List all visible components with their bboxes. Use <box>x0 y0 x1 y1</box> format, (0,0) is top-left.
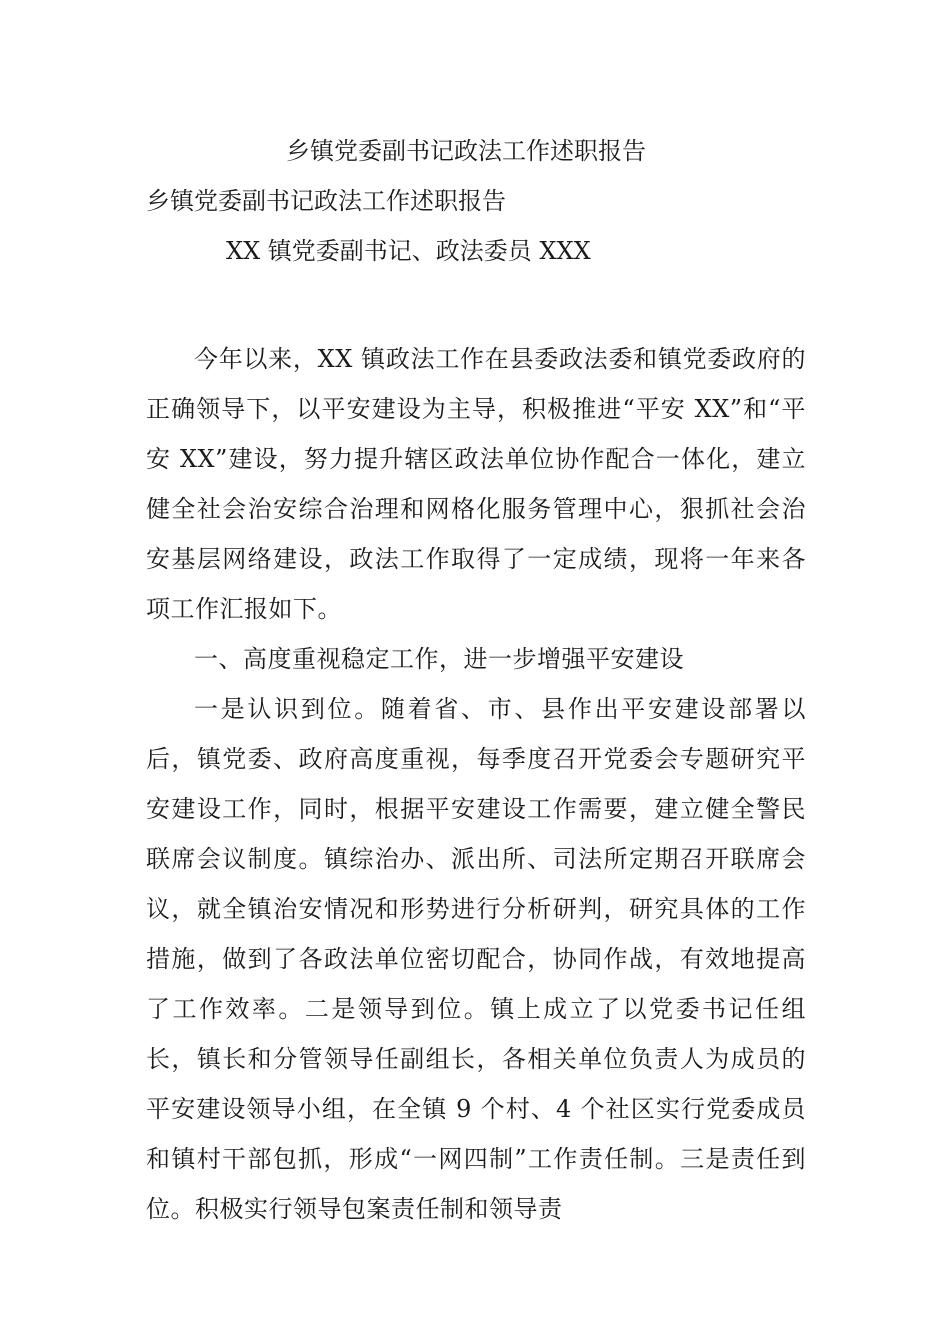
document-body <box>146 334 806 1234</box>
paragraph-intro: 今年以来，XX 镇政法工作在县委政法委和镇党委政府的正确领导下，以平安建设为主导，积极推进“平安 XX”和“平安 XX”建设，努力提升辖区政法单位协作配合一体化，建立健全社会治安综合治理和网格化服务管理中心，狠抓社会治安基层网络建设，政法工作取得了一定成绩，现将一年来各项工作汇报如下。 <box>146 345 806 623</box>
document-subtitle: 乡镇党委副书记政法工作述职报告 <box>146 187 506 215</box>
paragraph-section-1: 一是认识到位。随着省、市、县作出平安建设部署以后，镇党委、政府高度重视，每季度召开党委会专题研究平安建设工作，同时，根据平安建设工作需要，建立健全警民联席会议制度。镇综治办、派出所、司法所定期召开联席会议，就全镇治安情况和形势进行分析研判，研究具体的工作措施，做到了各政法单位密切配合，协同作战，有效地提高了工作效率。二是领导到位。镇上成立了以党委书记任组长，镇长和分管领导任副组长，各相关单位负责人为成员的平安建设领导小组，在全镇 9 个村、4 个社区实行党委成员和镇村干部包抓，形成“一网四制”工作责任制。三是责任到位。积极实行领导包案责任制和领导责 <box>146 695 806 1223</box>
author-line: XX 镇党委副书记、政法委员 XXX <box>226 237 591 265</box>
section-heading-1: 一、高度重视稳定工作，进一步增强平安建设 <box>194 645 684 673</box>
document-title: 乡镇党委副书记政法工作述职报告 <box>286 137 646 165</box>
